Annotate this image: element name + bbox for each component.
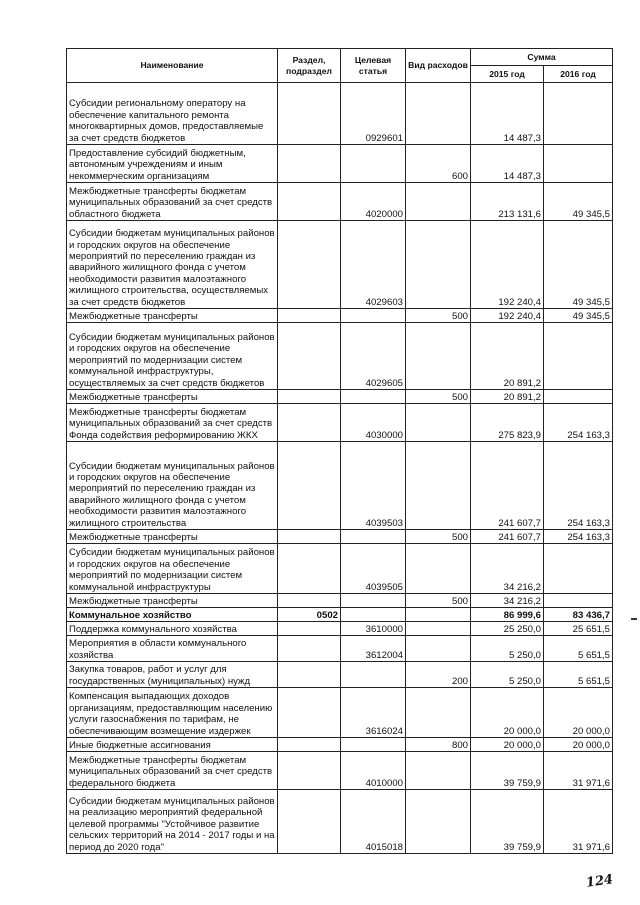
- row-expense-type: [406, 221, 471, 309]
- row-expense-type: [406, 688, 471, 738]
- row-target: 3612004: [341, 636, 406, 662]
- table-row: [67, 221, 613, 309]
- row-name: Субсидии региональному оператору на обеспечение капитального ремонта многоквартирных домов, предоставляемые за счет средств бюджетов: [67, 83, 278, 145]
- row-sum-2016: 254 163,3: [544, 442, 613, 530]
- row-sum-2015: 34 216,2: [471, 544, 544, 594]
- row-target: 3610000: [341, 622, 406, 636]
- row-target: 4015018: [341, 790, 406, 854]
- row-name: Межбюджетные трансферты: [67, 530, 278, 544]
- row-name: Предоставление субсидий бюджетным, автономным учреждениям и иным некоммерческим организациям: [67, 145, 278, 183]
- table-row: [67, 442, 613, 530]
- row-sum-2015: 275 823,9: [471, 404, 544, 442]
- table-row: [67, 622, 613, 636]
- row-sum-2016: [544, 594, 613, 608]
- row-sum-2016: 83 436,7: [544, 608, 613, 622]
- row-sum-2016: 49 345,5: [544, 309, 613, 323]
- row-name: Межбюджетные трансферты бюджетам муниципальных образований за счет средств Фонда содействия реформированию ЖКХ: [67, 404, 278, 442]
- row-expense-type: [406, 790, 471, 854]
- row-sum-2015: 34 216,2: [471, 594, 544, 608]
- row-section: [278, 183, 341, 221]
- row-sum-2016: [544, 323, 613, 390]
- row-sum-2016: 31 971,6: [544, 790, 613, 854]
- row-sum-2015: 5 250,0: [471, 662, 544, 688]
- row-target: 4039503: [341, 442, 406, 530]
- row-target: 4030000: [341, 404, 406, 442]
- header-name: Наименование: [67, 49, 278, 83]
- row-target: 4029603: [341, 221, 406, 309]
- row-sum-2015: 241 607,7: [471, 530, 544, 544]
- row-section: [278, 790, 341, 854]
- row-sum-2016: [544, 544, 613, 594]
- table-row: [67, 790, 613, 854]
- row-name: Субсидии бюджетам муниципальных районов и городских округов на обеспечение мероприятий по модернизации систем коммунальной инфраструктуры, осуществляемых за счет средств бюджетов: [67, 323, 278, 390]
- row-section: [278, 442, 341, 530]
- row-section: [278, 530, 341, 544]
- row-sum-2015: 25 250,0: [471, 622, 544, 636]
- row-name: Субсидии бюджетам муниципальных районов и городских округов на обеспечение мероприятий по переселению граждан из аварийного жилищного фонда с учетом необходимости развития малоэтажного жилищного строительства: [67, 442, 278, 530]
- row-sum-2016: [544, 83, 613, 145]
- row-section: [278, 404, 341, 442]
- row-sum-2015: 20 891,2: [471, 390, 544, 404]
- table-row: [67, 636, 613, 662]
- row-target: [341, 738, 406, 752]
- header-sum: Сумма: [471, 49, 613, 66]
- table-row: [67, 183, 613, 221]
- row-sum-2015: 5 250,0: [471, 636, 544, 662]
- page-number: 124: [585, 872, 615, 891]
- row-expense-type: [406, 83, 471, 145]
- table-row: [67, 662, 613, 688]
- header-2015: 2015 год: [471, 66, 544, 83]
- row-expense-type: [406, 323, 471, 390]
- row-section: [278, 323, 341, 390]
- header-section: Раздел, подраздел: [278, 49, 341, 83]
- row-sum-2015: 213 131,6: [471, 183, 544, 221]
- row-section: [278, 594, 341, 608]
- row-expense-type: [406, 622, 471, 636]
- table-row: [67, 530, 613, 544]
- row-expense-type: 800: [406, 738, 471, 752]
- row-target: 3616024: [341, 688, 406, 738]
- row-expense-type: 500: [406, 390, 471, 404]
- table-row: [67, 309, 613, 323]
- row-expense-type: 600: [406, 145, 471, 183]
- row-expense-type: [406, 404, 471, 442]
- row-target: [341, 662, 406, 688]
- row-section: [278, 390, 341, 404]
- row-section: [278, 662, 341, 688]
- table-row: [67, 83, 613, 145]
- table-row: [67, 594, 613, 608]
- row-section: [278, 309, 341, 323]
- row-section: [278, 83, 341, 145]
- row-sum-2016: 5 651,5: [544, 636, 613, 662]
- row-sum-2015: 192 240,4: [471, 221, 544, 309]
- row-expense-type: 500: [406, 309, 471, 323]
- row-target: 0929601: [341, 83, 406, 145]
- header-expense-type: Вид расходов: [406, 49, 471, 83]
- header-target: Целевая статья: [341, 49, 406, 83]
- row-sum-2016: 254 163,3: [544, 404, 613, 442]
- header-2016: 2016 год: [544, 66, 613, 83]
- row-sum-2015: 192 240,4: [471, 309, 544, 323]
- row-name: Коммунальное хозяйство: [67, 608, 278, 622]
- row-section: [278, 622, 341, 636]
- table-row: [67, 390, 613, 404]
- row-name: Межбюджетные трансферты бюджетам муниципальных образований за счет средств федерального бюджета: [67, 752, 278, 790]
- table-row: [67, 608, 613, 622]
- row-target: [341, 309, 406, 323]
- row-sum-2016: 31 971,6: [544, 752, 613, 790]
- row-name: Поддержка коммунального хозяйства: [67, 622, 278, 636]
- row-sum-2016: 49 345,5: [544, 183, 613, 221]
- row-target: [341, 608, 406, 622]
- row-name: Закупка товаров, работ и услуг для государственных (муниципальных) нужд: [67, 662, 278, 688]
- row-sum-2015: 241 607,7: [471, 442, 544, 530]
- row-target: 4039505: [341, 544, 406, 594]
- budget-table: [66, 48, 613, 854]
- row-sum-2015: 14 487,3: [471, 83, 544, 145]
- row-name: Субсидии бюджетам муниципальных районов и городских округов на обеспечение мероприятий по переселению граждан из аварийного жилищного фонда с учетом необходимости развития малоэтажного жилищного строительства, осуществляемых за счет средств бюджетов: [67, 221, 278, 309]
- row-target: 4010000: [341, 752, 406, 790]
- row-target: 4029605: [341, 323, 406, 390]
- row-name: Межбюджетные трансферты: [67, 390, 278, 404]
- table-row: [67, 752, 613, 790]
- row-expense-type: 500: [406, 594, 471, 608]
- row-name: Межбюджетные трансферты: [67, 309, 278, 323]
- row-sum-2015: 39 759,9: [471, 790, 544, 854]
- row-sum-2016: 20 000,0: [544, 688, 613, 738]
- row-sum-2016: [544, 390, 613, 404]
- row-expense-type: [406, 608, 471, 622]
- row-expense-type: [406, 442, 471, 530]
- margin-mark: [631, 618, 637, 620]
- row-expense-type: [406, 752, 471, 790]
- row-target: [341, 145, 406, 183]
- row-sum-2016: 25 651,5: [544, 622, 613, 636]
- row-expense-type: [406, 544, 471, 594]
- row-target: [341, 594, 406, 608]
- table-row: [67, 688, 613, 738]
- row-sum-2015: 39 759,9: [471, 752, 544, 790]
- row-section: [278, 752, 341, 790]
- row-sum-2016: [544, 145, 613, 183]
- row-sum-2015: 20 000,0: [471, 688, 544, 738]
- row-target: 4020000: [341, 183, 406, 221]
- table-row: [67, 738, 613, 752]
- row-sum-2016: 5 651,5: [544, 662, 613, 688]
- row-sum-2016: 20 000,0: [544, 738, 613, 752]
- row-expense-type: [406, 183, 471, 221]
- row-section: [278, 688, 341, 738]
- row-section: [278, 636, 341, 662]
- row-name: Мероприятия в области коммунального хозяйства: [67, 636, 278, 662]
- row-expense-type: 500: [406, 530, 471, 544]
- row-target: [341, 390, 406, 404]
- table-row: [67, 323, 613, 390]
- row-name: Межбюджетные трансферты: [67, 594, 278, 608]
- row-name: Межбюджетные трансферты бюджетам муниципальных образований за счет средств областного бюджета: [67, 183, 278, 221]
- row-name: Субсидии бюджетам муниципальных районов и городских округов на обеспечение мероприятий по модернизации систем коммунальной инфраструктуры: [67, 544, 278, 594]
- row-name: Субсидии бюджетам муниципальных районов на реализацию мероприятий федеральной целевой программы "Устойчивое развитие сельских территорий на 2014 - 2017 годы и на период до 2020 года": [67, 790, 278, 854]
- table-row: [67, 544, 613, 594]
- row-sum-2015: 20 000,0: [471, 738, 544, 752]
- row-section: [278, 738, 341, 752]
- table-row: [67, 404, 613, 442]
- row-target: [341, 530, 406, 544]
- row-sum-2015: 14 487,3: [471, 145, 544, 183]
- row-section: [278, 145, 341, 183]
- row-section: [278, 221, 341, 309]
- row-expense-type: [406, 636, 471, 662]
- row-name: Иные бюджетные ассигнования: [67, 738, 278, 752]
- row-sum-2015: 20 891,2: [471, 323, 544, 390]
- row-expense-type: 200: [406, 662, 471, 688]
- row-section: [278, 544, 341, 594]
- table-body: [67, 83, 613, 854]
- row-sum-2016: 49 345,5: [544, 221, 613, 309]
- table-row: [67, 145, 613, 183]
- row-section: 0502: [278, 608, 341, 622]
- row-name: Компенсация выпадающих доходов организациям, предоставляющим населению услуги газоснабжения по тарифам, не обеспечивающим возмещение издержек: [67, 688, 278, 738]
- row-sum-2015: 86 999,6: [471, 608, 544, 622]
- row-sum-2016: 254 163,3: [544, 530, 613, 544]
